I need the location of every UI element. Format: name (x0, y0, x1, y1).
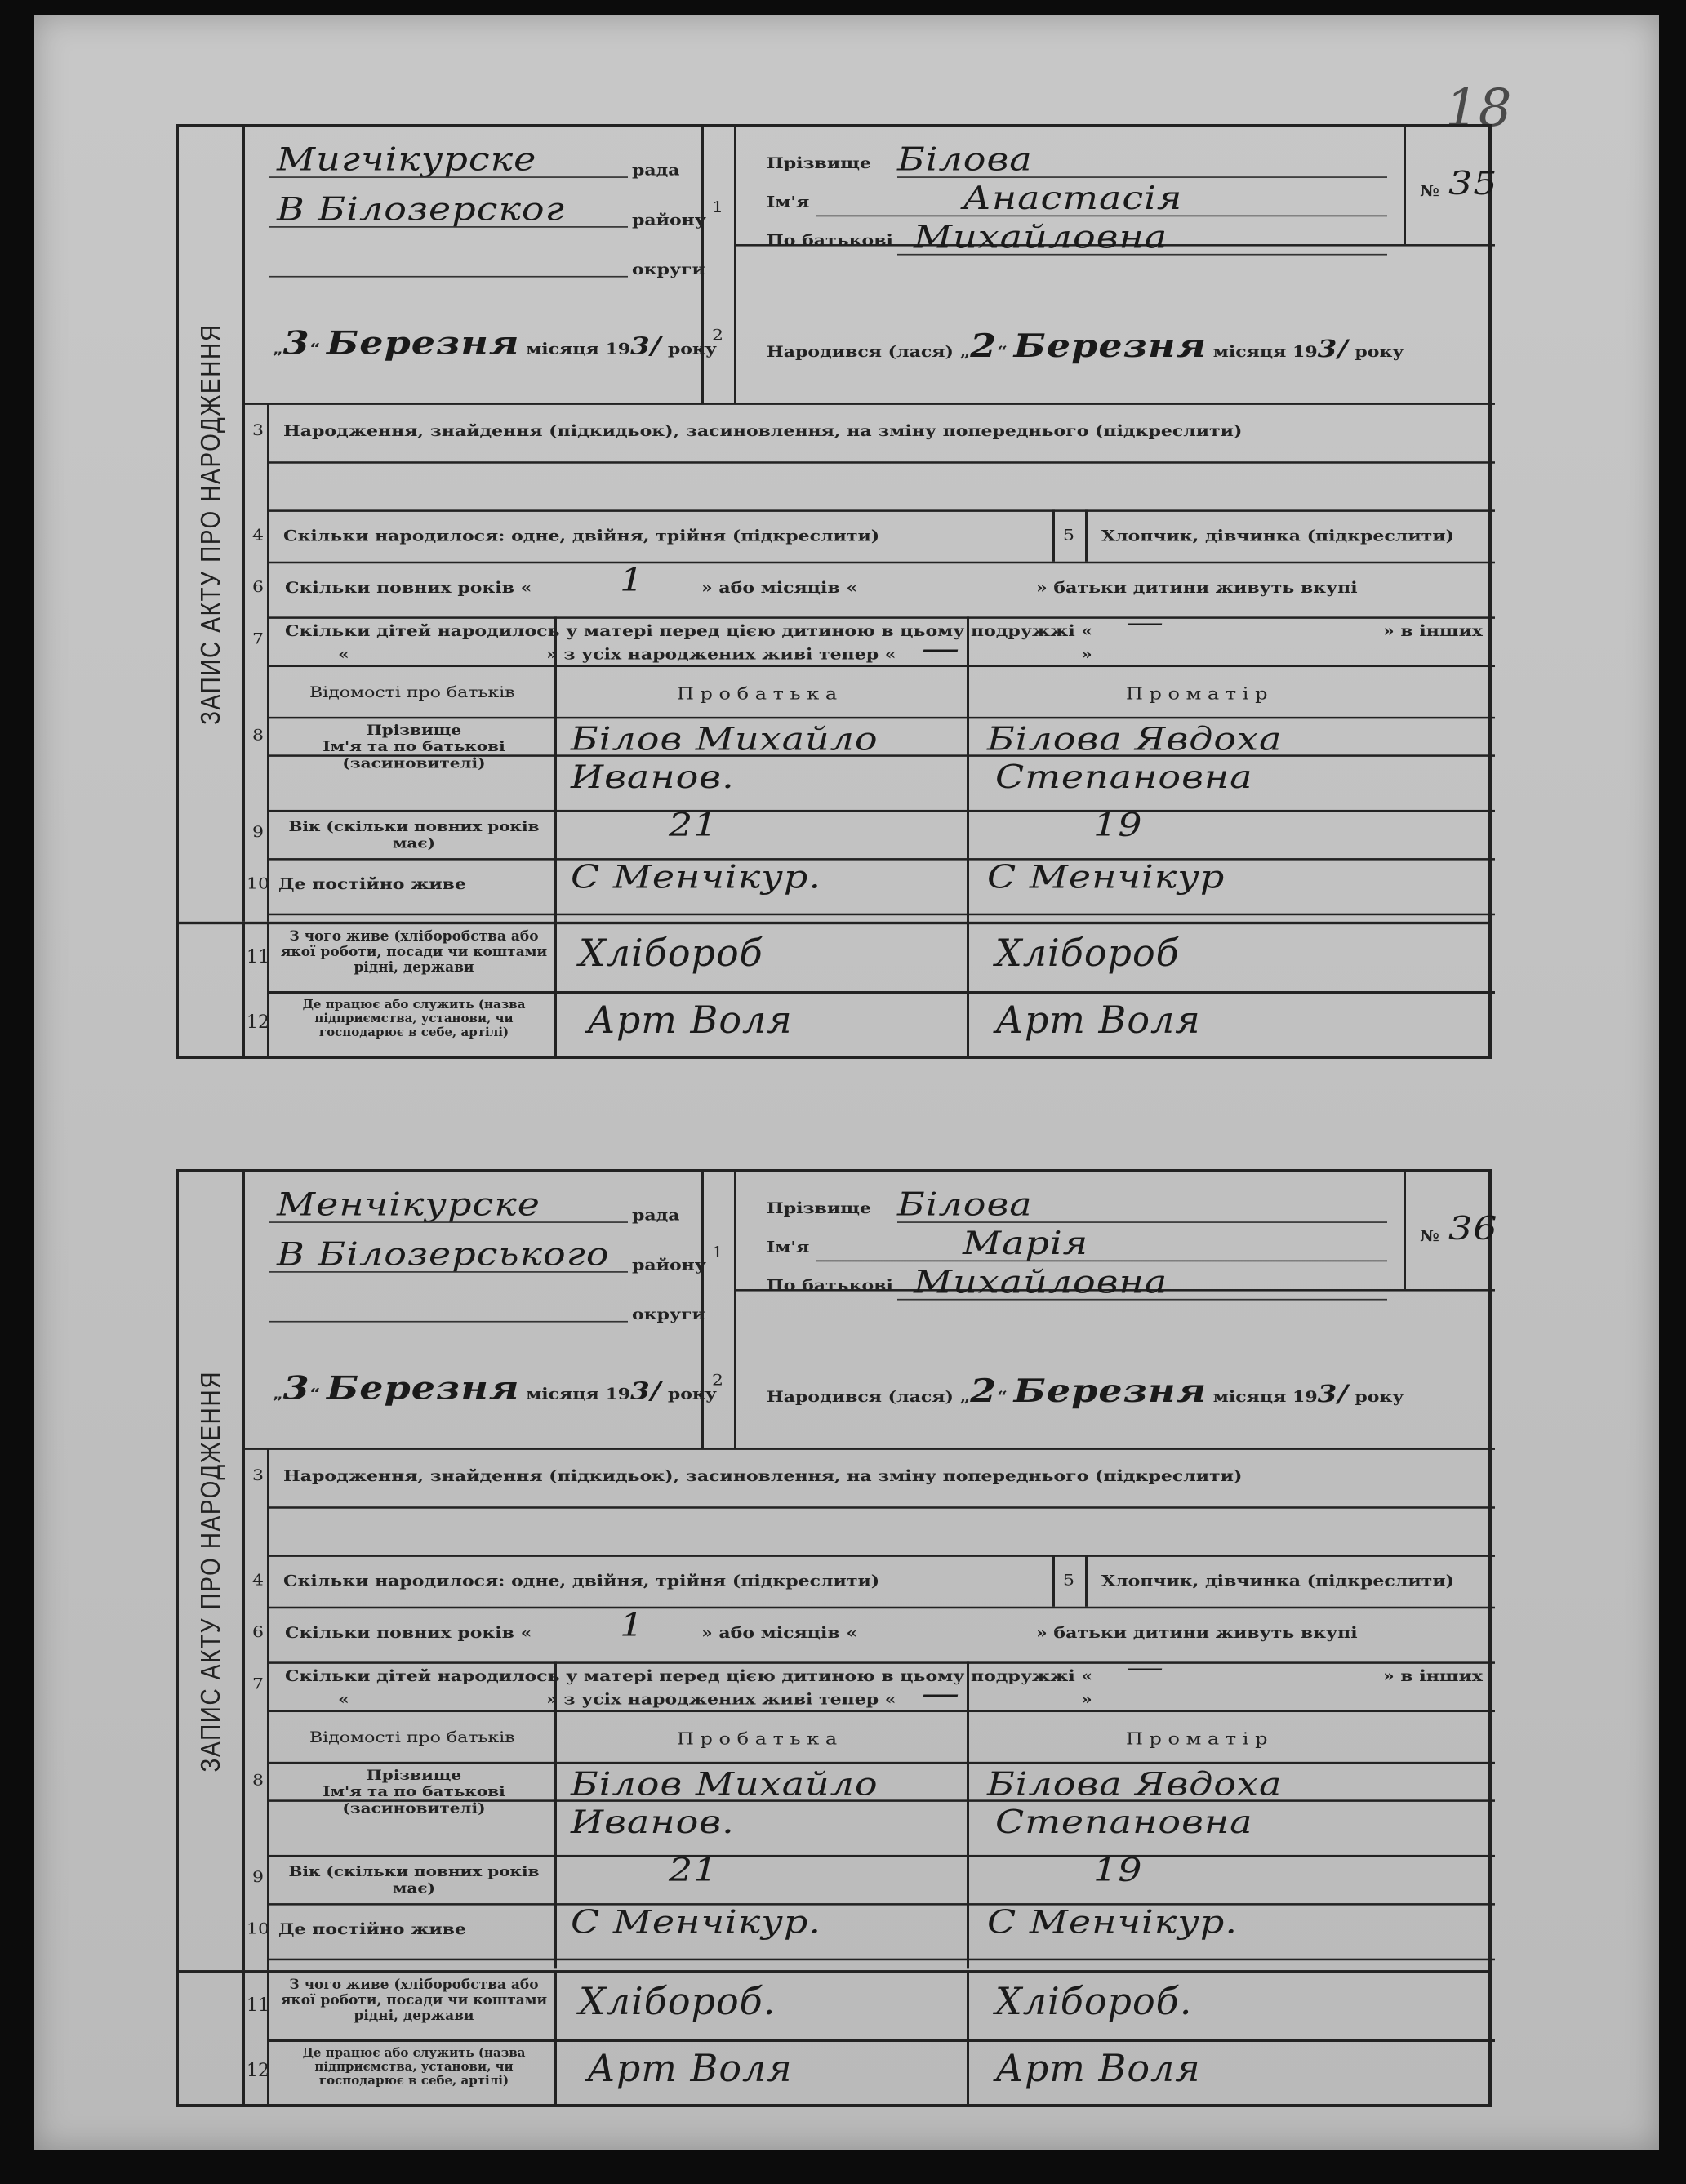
row-number-column (242, 1448, 269, 1970)
row12-label: Де працює або служить (назва підприємства, установи, чи господарює в себе, артілі) (302, 997, 526, 1039)
row6-c: » батьки дитини живуть вкупі (1036, 1623, 1358, 1642)
mother-work: Арт Воля (995, 2046, 1201, 2090)
mother-name-2: Степановна (995, 758, 1253, 796)
rule-line (269, 1959, 1495, 1961)
row-number: 7 (252, 630, 264, 648)
rule-line (269, 810, 1495, 812)
row10-label: Де постійно живе (278, 875, 466, 894)
father-name-1: Білов Михайло (571, 1765, 879, 1803)
fill-line (816, 216, 1387, 217)
row10-label: Де постійно живе (278, 1920, 466, 1939)
father-age: 21 (669, 1851, 718, 1889)
record-title: ЗАПИС АКТУ ПРО НАРОДЖЕННЯ (195, 1370, 225, 1773)
rule-line (269, 1555, 1495, 1557)
row7-b: » в інших (1383, 1667, 1483, 1686)
fill-line (269, 1271, 628, 1273)
record-number: 36 (1448, 1209, 1498, 1248)
birth-date: Народився (лася) „2“ Березня місяця 193/ року (767, 1372, 1404, 1410)
mother-name-1: Білова Явдоха (987, 1765, 1283, 1803)
row-number: 10 (247, 1920, 269, 1938)
rule-line (242, 403, 1495, 405)
row-number-column (242, 924, 269, 1056)
father-name-1: Білов Михайло (571, 720, 879, 758)
fill-line (897, 176, 1387, 178)
label-raion: району (632, 211, 706, 229)
name-value: Анастасія (963, 179, 1183, 217)
header-father: П р о б а т ь к а (677, 684, 838, 704)
row12-label: Де працює або служить (назва підприємства, установи, чи господарює в себе, артілі) (302, 2045, 526, 2088)
mother-occupation: Хлібороб. (995, 1979, 1193, 2023)
rule-line (269, 1661, 1495, 1664)
fill-line (269, 1321, 628, 1323)
row5-text: Хлопчик, дівчинка (підкреслити) (1101, 527, 1454, 545)
father-name-2: Иванов. (571, 1803, 735, 1841)
rule-line (269, 665, 1495, 667)
row6-b: » або місяців « (701, 1623, 858, 1642)
row-number: 11 (247, 1995, 269, 2016)
mother-residence: С Менчікур. (987, 1903, 1238, 1941)
reg-month: Березня (327, 1369, 520, 1407)
row-number: 8 (252, 727, 264, 745)
row-number-column (242, 403, 269, 921)
fill-line (897, 1299, 1387, 1301)
children-before: — (1126, 603, 1164, 641)
father-occupation: Хлібороб. (579, 1979, 776, 2023)
fill-line (816, 1261, 1387, 1262)
rule-line (269, 1607, 1495, 1609)
record-side-title (179, 1973, 245, 2104)
reg-year: 3/ (630, 1377, 662, 1405)
row-number: 4 (252, 527, 264, 545)
label-month: місяця 19 (1212, 342, 1318, 361)
birth-record-rows-11-12 (176, 924, 1492, 1059)
label-raion: району (632, 1256, 706, 1274)
children-alive: — (922, 1674, 960, 1712)
registration-date: „3“ Березня місяця 193/ року (273, 324, 717, 362)
row7-a: Скільки дітей народилось у матері перед цією дитиною в цьому подружжі « (285, 1667, 1093, 1686)
rule-line (269, 1855, 1495, 1857)
row-number: 1 (712, 199, 723, 217)
rule-line (269, 562, 1495, 564)
row6-c: » батьки дитини живуть вкупі (1036, 578, 1358, 597)
label-month: місяця 19 (526, 1385, 631, 1403)
row-number: 10 (247, 875, 269, 893)
father-residence: С Менчікур. (571, 858, 821, 896)
rule-line (1404, 127, 1406, 244)
row4-text: Скільки народилося: одне, двійня, трійня (підкреслити) (283, 527, 880, 545)
label-name: Ім'я (767, 1238, 810, 1257)
fill-line (269, 226, 628, 228)
label-patronymic: По батькові (767, 231, 893, 250)
row-number: 9 (252, 823, 264, 841)
label-year: року (1355, 342, 1404, 361)
rule-line (269, 2039, 1495, 2042)
record-number: 35 (1448, 164, 1498, 202)
header-info: Відомості про батьків (309, 684, 515, 702)
fill-line (269, 1221, 628, 1223)
row-number: 3 (252, 1467, 264, 1485)
rule-line (967, 1661, 969, 1968)
record-side-title (179, 924, 245, 1056)
row3-text: Народження, знайдення (підкидьок), засиновлення, на зміну попереднього (підкреслити) (283, 422, 1243, 441)
father-occupation: Хлібороб (579, 931, 763, 975)
row7-c: « (338, 645, 349, 664)
patronymic-value: Михайловна (914, 1262, 1168, 1301)
rule-line (734, 127, 736, 403)
label-okruga: округи (632, 260, 705, 279)
header-father: П р о б а т ь к а (677, 1729, 838, 1749)
row7-e: » (1081, 645, 1092, 664)
row7-b: » в інших (1383, 622, 1483, 641)
mother-name-2: Степановна (995, 1803, 1253, 1841)
label-patronymic: По батькові (767, 1276, 893, 1295)
surname-value: Білова (897, 1185, 1033, 1223)
label-name: Ім'я (767, 193, 810, 211)
raion-value: В Білозерського (277, 1235, 610, 1273)
label-surname: Прізвище (767, 154, 871, 173)
mother-occupation: Хлібороб (995, 931, 1180, 975)
label-born: Народився (лася) (767, 1387, 954, 1406)
rada-value: Мигчікурске (277, 140, 537, 178)
row-number: 4 (252, 1572, 264, 1590)
father-residence: С Менчікур. (571, 1903, 821, 1941)
row6-a: Скільки повних років « (285, 1623, 532, 1642)
birth-record (176, 1169, 1498, 1973)
birth-year: 3/ (1317, 335, 1349, 363)
children-before: — (1126, 1648, 1164, 1686)
label-year: року (1355, 1387, 1404, 1406)
row7-d: » з усіх народжених живі тепер « (546, 645, 896, 664)
rule-line (269, 1903, 1495, 1906)
row-number: 12 (247, 2061, 269, 2081)
row7-c: « (338, 1690, 349, 1709)
row-number: 1 (712, 1244, 723, 1262)
rule-line (269, 616, 1495, 619)
row-number: 9 (252, 1868, 264, 1886)
label-year: року (667, 340, 717, 358)
row-number: 3 (252, 422, 264, 440)
label-born: Народився (лася) (767, 342, 954, 361)
fill-line (897, 1221, 1387, 1223)
rada-value: Менчікурске (277, 1185, 541, 1223)
years-together: 1 (620, 561, 645, 599)
registration-date: „3“ Березня місяця 193/ року (273, 1369, 717, 1407)
birth-month: Березня (1013, 1372, 1208, 1410)
row-number: 8 (252, 1772, 264, 1790)
row3-text: Народження, знайдення (підкидьок), засиновлення, на зміну попереднього (підкреслити) (283, 1467, 1243, 1486)
years-together: 1 (620, 1606, 645, 1644)
row-number: 5 (1063, 1572, 1074, 1590)
rule-line (269, 914, 1495, 916)
label-month: місяця 19 (526, 340, 631, 358)
birth-record (176, 124, 1498, 924)
mother-residence: С Менчікур (987, 858, 1226, 896)
label-okruga: округи (632, 1306, 705, 1324)
rule-line (1404, 1172, 1406, 1289)
row11-label: З чого живе (хліборобства або якої роботи, посади чи коштами рідні, держави (280, 928, 548, 976)
page-number: 18 (1445, 78, 1512, 139)
rule-line (269, 461, 1495, 464)
rule-line (734, 1172, 736, 1448)
row-number: 2 (712, 1372, 723, 1390)
rule-line (269, 1710, 1495, 1712)
reg-year: 3/ (630, 332, 662, 360)
row5-text: Хлопчик, дівчинка (підкреслити) (1101, 1572, 1454, 1590)
label-month: місяця 19 (1212, 1387, 1318, 1406)
rule-line (1085, 509, 1088, 561)
row-number: 2 (712, 327, 723, 345)
rule-line (1085, 1555, 1088, 1606)
name-value: Марія (963, 1224, 1089, 1262)
reg-day: 3 (282, 324, 310, 362)
mother-age: 19 (1093, 1851, 1143, 1889)
row4-text: Скільки народилося: одне, двійня, трійня (підкреслити) (283, 1572, 880, 1590)
birth-month: Березня (1013, 327, 1208, 365)
rule-line (269, 717, 1495, 719)
row-number-column (242, 1973, 269, 2104)
row9-label: Вік (скільки повних років має) (288, 1863, 540, 1897)
label-surname: Прізвище (767, 1199, 871, 1218)
label-number: № (1420, 181, 1439, 200)
father-work: Арт Воля (587, 998, 793, 1042)
fill-line (269, 276, 628, 278)
row9-label: Вік (скільки повних років має) (288, 818, 540, 852)
father-work: Арт Воля (587, 2046, 793, 2090)
father-name-2: Иванов. (571, 758, 735, 796)
mother-age: 19 (1093, 806, 1143, 844)
header-info: Відомості про батьків (309, 1729, 515, 1747)
rule-line (967, 616, 969, 923)
rule-line (269, 509, 1495, 512)
rule-line (269, 1762, 1495, 1764)
rule-line (269, 1506, 1495, 1509)
birth-year: 3/ (1317, 1380, 1349, 1408)
row11-label: З чого живе (хліборобства або якої роботи, посади чи коштами рідні, держави (280, 1977, 548, 2024)
header-mother: П р о м а т і р (1126, 1729, 1268, 1749)
row6-a: Скільки повних років « (285, 578, 532, 597)
record-side-title (179, 1172, 245, 1970)
row-number: 5 (1063, 527, 1074, 545)
row6-b: » або місяців « (701, 578, 858, 597)
row-number: 7 (252, 1675, 264, 1693)
fill-line (897, 254, 1387, 256)
surname-value: Білова (897, 140, 1033, 178)
reg-day: 3 (282, 1369, 310, 1407)
rule-line (269, 991, 1495, 994)
row7-d: » з усіх народжених живі тепер « (546, 1690, 896, 1709)
birth-record-rows-11-12 (176, 1973, 1492, 2107)
mother-name-1: Білова Явдоха (987, 720, 1283, 758)
label-rada: рада (632, 161, 680, 180)
row-number: 12 (247, 1012, 269, 1033)
record-title: ЗАПИС АКТУ ПРО НАРОДЖЕННЯ (195, 323, 225, 725)
father-age: 21 (669, 806, 718, 844)
rule-line (269, 858, 1495, 861)
header-mother: П р о м а т і р (1126, 684, 1268, 704)
label-year: року (667, 1385, 717, 1403)
label-number: № (1420, 1226, 1439, 1245)
row8-label: Прізвище Ім'я та по батькові (засиновителі) (323, 721, 505, 772)
row7-a: Скільки дітей народилось у матері перед цією дитиною в цьому подружжі « (285, 622, 1093, 641)
birth-day: 2 (970, 327, 998, 365)
raion-value: В Білозерског (277, 190, 565, 228)
rule-line (242, 1448, 1495, 1450)
row-number: 6 (252, 578, 264, 596)
fill-line (269, 176, 628, 178)
birth-date: Народився (лася) „2“ Березня місяця 193/ року (767, 327, 1404, 365)
reg-month: Березня (327, 324, 520, 362)
patronymic-value: Михайловна (914, 217, 1168, 256)
row-number: 6 (252, 1623, 264, 1641)
record-side-title (179, 127, 245, 921)
label-rada: рада (632, 1206, 680, 1225)
children-alive: — (922, 629, 960, 667)
row-number: 11 (247, 947, 269, 967)
mother-work: Арт Воля (995, 998, 1201, 1042)
birth-day: 2 (970, 1372, 998, 1410)
row8-label: Прізвище Ім'я та по батькові (засиновителі) (323, 1766, 505, 1817)
row7-e: » (1081, 1690, 1092, 1709)
